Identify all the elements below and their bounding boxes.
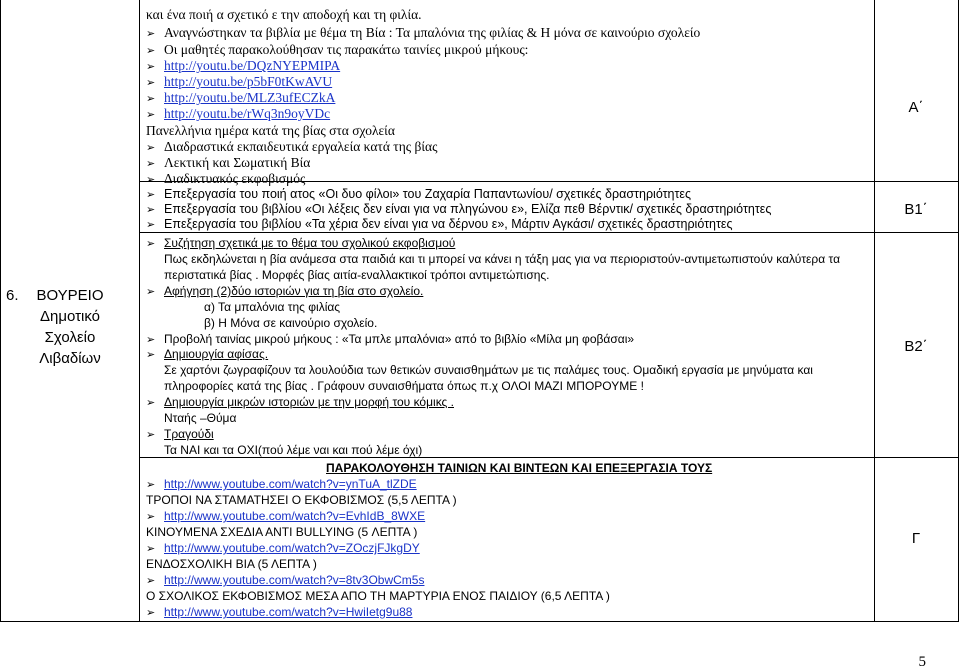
list-item [146, 477, 417, 492]
school-name-line: ΒΟΥΡΕΙΟ [36, 287, 104, 304]
arrow-bullet-icon: ➢ [146, 478, 156, 491]
arrow-bullet-icon: ➢ [146, 173, 156, 186]
arrow-bullet-icon: ➢ [146, 606, 156, 619]
school-cell [6, 285, 120, 369]
school-name-line: Δημοτικό [39, 308, 101, 325]
arrow-bullet-icon: ➢ [146, 348, 156, 361]
video-link[interactable]: http://www.youtube.com/watch?v=EvhIdB_8WXE [164, 509, 426, 523]
paragraph-line: Νταής –Θύμα [164, 411, 237, 425]
video-link[interactable]: http://www.youtube.com/watch?v=8tv3ObwCm5s [164, 573, 425, 587]
list-item: ➢ Αφήγηση (2)δύο ιστοριών για τη βία στο σχολείο. [146, 284, 424, 298]
paragraph-line: πληροφορίες κατά της βίας . Γράφουν συναισθήματα όπως π.χ ΟΛΟΙ ΜΑΖΙ ΜΠΟΡΟΥΜΕ ! [164, 379, 644, 393]
arrow-bullet-icon: ➢ [146, 333, 156, 346]
arrow-bullet-icon: ➢ [146, 92, 156, 105]
list-item: ➢ Επεξεργασία του βιβλίου «Τα χέρια δεν είναι για να δέρνου ε», Μάρτιν Αγκάσι/ σχετικές δραστηριότητες [146, 217, 733, 231]
arrow-bullet-icon: ➢ [146, 574, 156, 587]
video-description: Ο ΣΧΟΛΙΚΟΣ ΕΚΦΟΒΙΣΜΟΣ ΜΕΣΑ ΑΠΟ ΤΗ ΜΑΡΤΥΡΙΑ ΕΝΟΣ ΠΑΙΔΙΟΥ (6,5 ΛΕΠΤΑ ) [146, 589, 610, 603]
paragraph-line: Σε χαρτόνι ζωγραφίζουν τα λουλούδια των θετικών συναισθημάτων με τις παλάμες τους. Ομαδική εργασία με μηνύματα και [164, 363, 813, 377]
arrow-bullet-icon: ➢ [146, 542, 156, 555]
list-item [146, 541, 420, 556]
arrow-bullet-icon: ➢ [146, 141, 156, 154]
class-code-b2: Β2΄ [904, 338, 928, 355]
paragraph-line: περιστατικά βίας . Μορφές βίας αιτία-εναλλακτικοί τρόποι αντιμετώπισης. [164, 268, 550, 282]
video-link[interactable]: http://www.youtube.com/watch?v=ynTuA_tlZDE [164, 477, 417, 491]
page-number: 5 [918, 654, 926, 670]
video-link[interactable]: http://youtu.be/p5bF0tKwAVU [164, 74, 333, 89]
video-link[interactable]: http://youtu.be/DQzNYEPMIPA [164, 58, 341, 73]
sub-item: α) Τα μπαλόνια της φιλίας [204, 300, 341, 314]
arrow-bullet-icon: ➢ [146, 157, 156, 170]
paragraph-line: Τα ΝΑΙ και τα ΟΧΙ(πού λέμε ναι και πού λέμε όχι) [164, 443, 423, 457]
section-a-top-line: και ένα ποιή α σχετικό ε την αποδοχή και τη φιλία. [146, 7, 422, 22]
section-g-title: ΠΑΡΑΚΟΛΟΥΘΗΣΗ ΤΑΙΝΙΩΝ ΚΑΙ ΒΙΝΤΕΩΝ ΚΑΙ ΕΠΕΞΕΡΓΑΣΙΑ ΤΟΥΣ [326, 461, 713, 475]
list-item: ➢ Επεξεργασία του ποιή ατος «Οι δυο φίλοι» του Ζαχαρία Παπαντωνίου/ σχετικές δραστηριότητες [146, 187, 692, 201]
list-item [146, 107, 330, 122]
arrow-bullet-icon: ➢ [146, 218, 156, 231]
list-item [146, 509, 425, 524]
arrow-bullet-icon: ➢ [146, 188, 156, 201]
arrow-bullet-icon: ➢ [146, 237, 156, 250]
list-item: ➢ Επεξεργασία του βιβλίου «Οι λέξεις δεν είναι για να πληγώνου ε», Ελίζα πεθ Βέρντικ/ σχετικές δραστηριότητες [146, 202, 772, 216]
row-number: 6. [6, 287, 19, 304]
arrow-bullet-icon: ➢ [146, 108, 156, 121]
video-description: ΤΡΟΠΟΙ ΝΑ ΣΤΑΜΑΤΗΣΕΙ Ο ΕΚΦΟΒΙΣΜΟΣ (5,5 ΛΕΠΤΑ ) [146, 493, 457, 507]
video-link[interactable]: http://www.youtube.com/watch?v=HwiIetg9u88 [164, 605, 413, 619]
school-name-line: Σχολείο [44, 329, 96, 346]
list-item: ➢ Δημιουργία αφίσας. [146, 347, 269, 361]
arrow-bullet-icon: ➢ [146, 27, 156, 40]
sub-item: β) Η Μόνα σε καινούριο σχολείο. [204, 316, 378, 330]
list-item [146, 75, 332, 90]
list-item: ➢ Οι μαθητές παρακολούθησαν τις παρακάτω ταινίες μικρού μήκους: [146, 42, 529, 57]
list-item [146, 59, 340, 74]
list-item: ➢ Συζήτηση σχετικά με το θέμα του σχολικού εκφοβισμού [146, 236, 456, 250]
list-item: ➢ Τραγούδι [146, 427, 214, 441]
list-item: ➢ Δημιουργία μικρών ιστοριών με την μορφή του κόμικς . [146, 395, 454, 409]
arrow-bullet-icon: ➢ [146, 203, 156, 216]
video-description: ΚΙΝΟΥΜΕΝΑ ΣΧΕΔΙΑ ΑΝΤΙ BULLYING (5 ΛΕΠΤΑ ) [146, 525, 418, 539]
arrow-bullet-icon: ➢ [146, 428, 156, 441]
list-item: ➢ Προβολή ταινίας μικρού μήκους : «Τα μπλε μπαλόνια» από το βιβλίο «Μίλα μη φοβάσαι» [146, 332, 635, 346]
class-code-b1: Β1΄ [904, 201, 928, 218]
video-link[interactable]: http://youtu.be/rWq3n9oyVDc [164, 106, 331, 121]
list-item: ➢ Λεκτική και Σωματική Βία [146, 155, 311, 170]
arrow-bullet-icon: ➢ [146, 44, 156, 57]
class-code-g: Γ [911, 530, 921, 547]
section-a-heading: Πανελλήνια ημέρα κατά της βίας στα σχολεία [146, 123, 395, 138]
arrow-bullet-icon: ➢ [146, 285, 156, 298]
paragraph-line: Πως εκδηλώνεται η βία ανάμεσα στα παιδιά και τι μπορεί να κάνει η τάξη μας για να περιοριστούν-αντιμετωπιστούν καλύτερα τα [164, 252, 841, 266]
class-code-a: Α΄ [908, 99, 924, 116]
list-item: ➢ Αναγνώστηκαν τα βιβλία με θέμα τη Βία : Τα μπαλόνια της φιλίας & Η μόνα σε καινούριο σχολείο [146, 25, 701, 40]
list-item: ➢ Διαδραστικά εκπαιδευτικά εργαλεία κατά της βίας [146, 139, 438, 154]
list-item [146, 573, 424, 588]
arrow-bullet-icon: ➢ [146, 76, 156, 89]
list-item [146, 605, 412, 620]
list-item [146, 91, 335, 106]
video-link[interactable]: http://www.youtube.com/watch?v=ZOczjFJkgDY [164, 541, 420, 555]
arrow-bullet-icon: ➢ [146, 60, 156, 73]
list-item: ➢ Διαδικτυακός εκφοβισμός [146, 171, 306, 186]
arrow-bullet-icon: ➢ [146, 510, 156, 523]
video-description: ΕΝΔΟΣΧΟΛΙΚΗ ΒΙΑ (5 ΛΕΠΤΑ ) [146, 557, 317, 571]
video-link[interactable]: http://youtu.be/MLZ3ufECZkA [164, 90, 336, 105]
arrow-bullet-icon: ➢ [146, 396, 156, 409]
school-name-line: Λιβαδίων [39, 350, 101, 367]
